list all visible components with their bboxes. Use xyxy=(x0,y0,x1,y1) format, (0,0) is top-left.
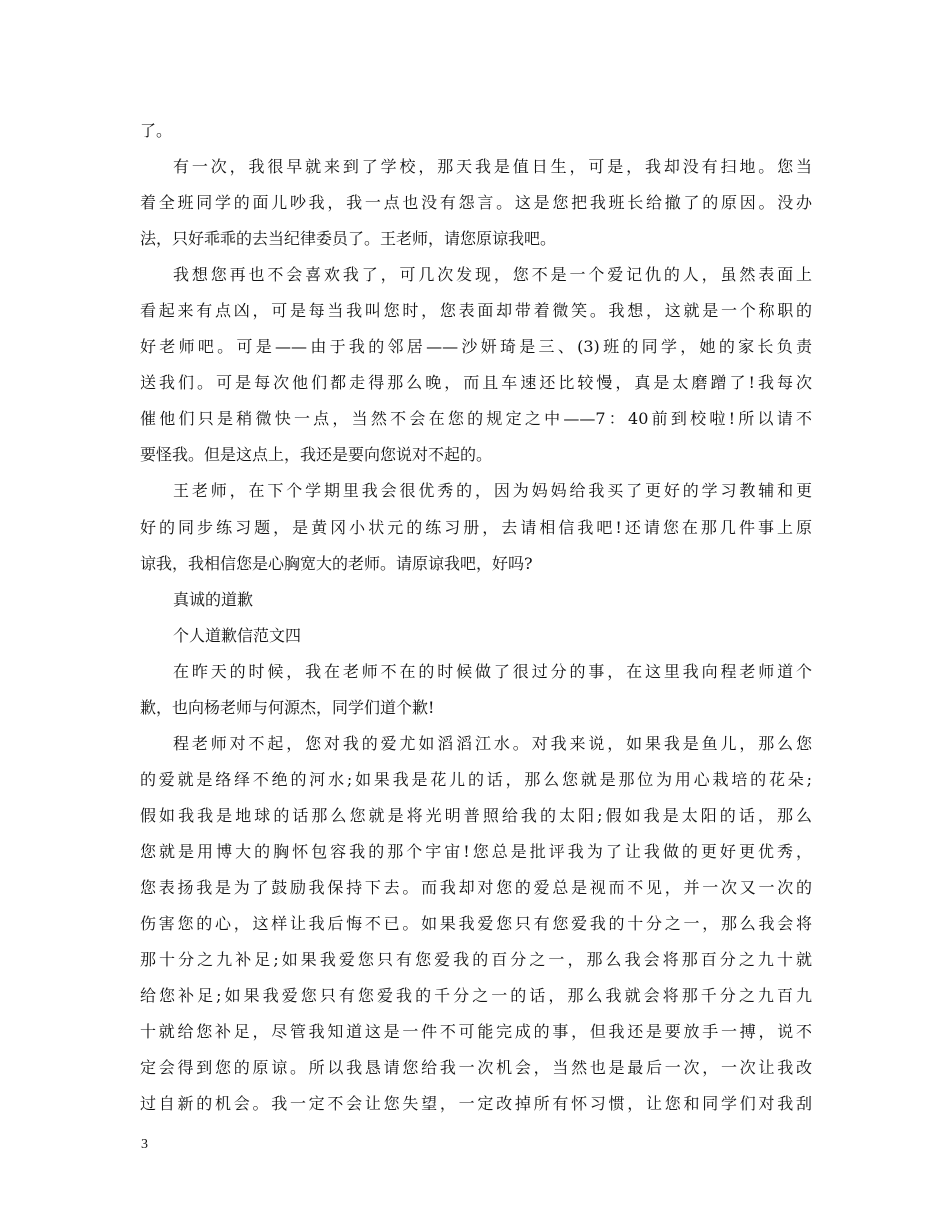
text-line: 看起来有点凶，可是每当我叫您时，您表面却带着微笑。我想，这就是一个称职的 xyxy=(140,301,812,321)
text-line: 过自新的机会。我一定不会让您失望，一定改掉所有怀习惯，让您和同学们对我刮 xyxy=(140,1094,812,1114)
text-line: 伤害您的心，这样让我后悔不已。如果我爱您只有您爱我的十分之一，那么我会将 xyxy=(140,914,812,934)
text-line: 您就是用博大的胸怀包容我的那个宇宙!您总是批评我为了让我做的更好更优秀， xyxy=(140,841,812,861)
text-line: 您表扬我是为了鼓励我保持下去。而我却对您的爱总是视而不见，并一次又一次的 xyxy=(140,877,812,897)
text-line: 假如我我是地球的话那么您就是将光明普照给我的太阳;假如我是太阳的话，那么 xyxy=(140,805,812,825)
text-line: 谅我，我相信您是心胸宽大的老师。请原谅我吧，好吗? xyxy=(140,553,533,573)
section-heading: 个人道歉信范文四 xyxy=(173,625,302,645)
document-body xyxy=(140,113,812,1122)
text-line: 十就给您补足，尽管我知道这是一件不可能完成的事，但我还是要放手一搏，说不 xyxy=(140,1022,812,1042)
text-line: 了。 xyxy=(140,121,173,140)
text-line: 给您补足;如果我爱您只有您爱我的千分之一的话，那么我就会将那千分之九百九 xyxy=(140,986,812,1006)
text-line: 有一次，我很早就来到了学校，那天我是值日生，可是，我却没有扫地。您当 xyxy=(173,157,812,177)
text-line: 歉，也向杨老师与何源杰，同学们道个歉! xyxy=(140,697,435,717)
text-line: 王老师，在下个学期里我会很优秀的，因为妈妈给我买了更好的学习教辅和更 xyxy=(173,481,812,501)
text-line: 送我们。可是每次他们都走得那么晚，而且车速还比较慢，真是太磨蹭了!我每次 xyxy=(140,373,812,393)
text-line: 在昨天的时候，我在老师不在的时候做了很过分的事，在这里我向程老师道个 xyxy=(173,661,812,681)
closing-line: 真诚的道歉 xyxy=(173,589,254,609)
page-number: 3 xyxy=(141,1137,148,1152)
text-line: 程老师对不起，您对我的爱尤如滔滔江水。对我来说，如果我是鱼儿，那么您 xyxy=(173,733,812,753)
text-line: 着全班同学的面儿吵我，我一点也没有怨言。这是您把我班长给撤了的原因。没办 xyxy=(140,193,812,213)
text-line: 那十分之九补足;如果我爱您只有您爱我的百分之一，那么我会将那百分之九十就 xyxy=(140,950,812,970)
text-line: 定会得到您的原谅。所以我恳请您给我一次机会，当然也是最后一次，一次让我改 xyxy=(140,1058,812,1078)
text-line: 的爱就是络绎不绝的河水;如果我是花儿的话，那么您就是那位为用心栽培的花朵; xyxy=(140,769,812,789)
text-line: 法，只好乖乖的去当纪律委员了。王老师，请您原谅我吧。 xyxy=(140,229,557,249)
text-line: 要怪我。但是这点上，我还是要向您说对不起的。 xyxy=(140,445,493,465)
text-line: 好老师吧。可是——由于我的邻居——沙妍琦是三、(3)班的同学，她的家长负责 xyxy=(140,337,812,357)
text-line: 催他们只是稍微快一点，当然不会在您的规定之中——7：40前到校啦!所以请不 xyxy=(140,409,812,429)
text-line: 好的同步练习题，是黄冈小状元的练习册，去请相信我吧!还请您在那几件事上原 xyxy=(140,517,812,537)
text-line: 我想您再也不会喜欢我了，可几次发现，您不是一个爱记仇的人，虽然表面上 xyxy=(173,265,812,285)
